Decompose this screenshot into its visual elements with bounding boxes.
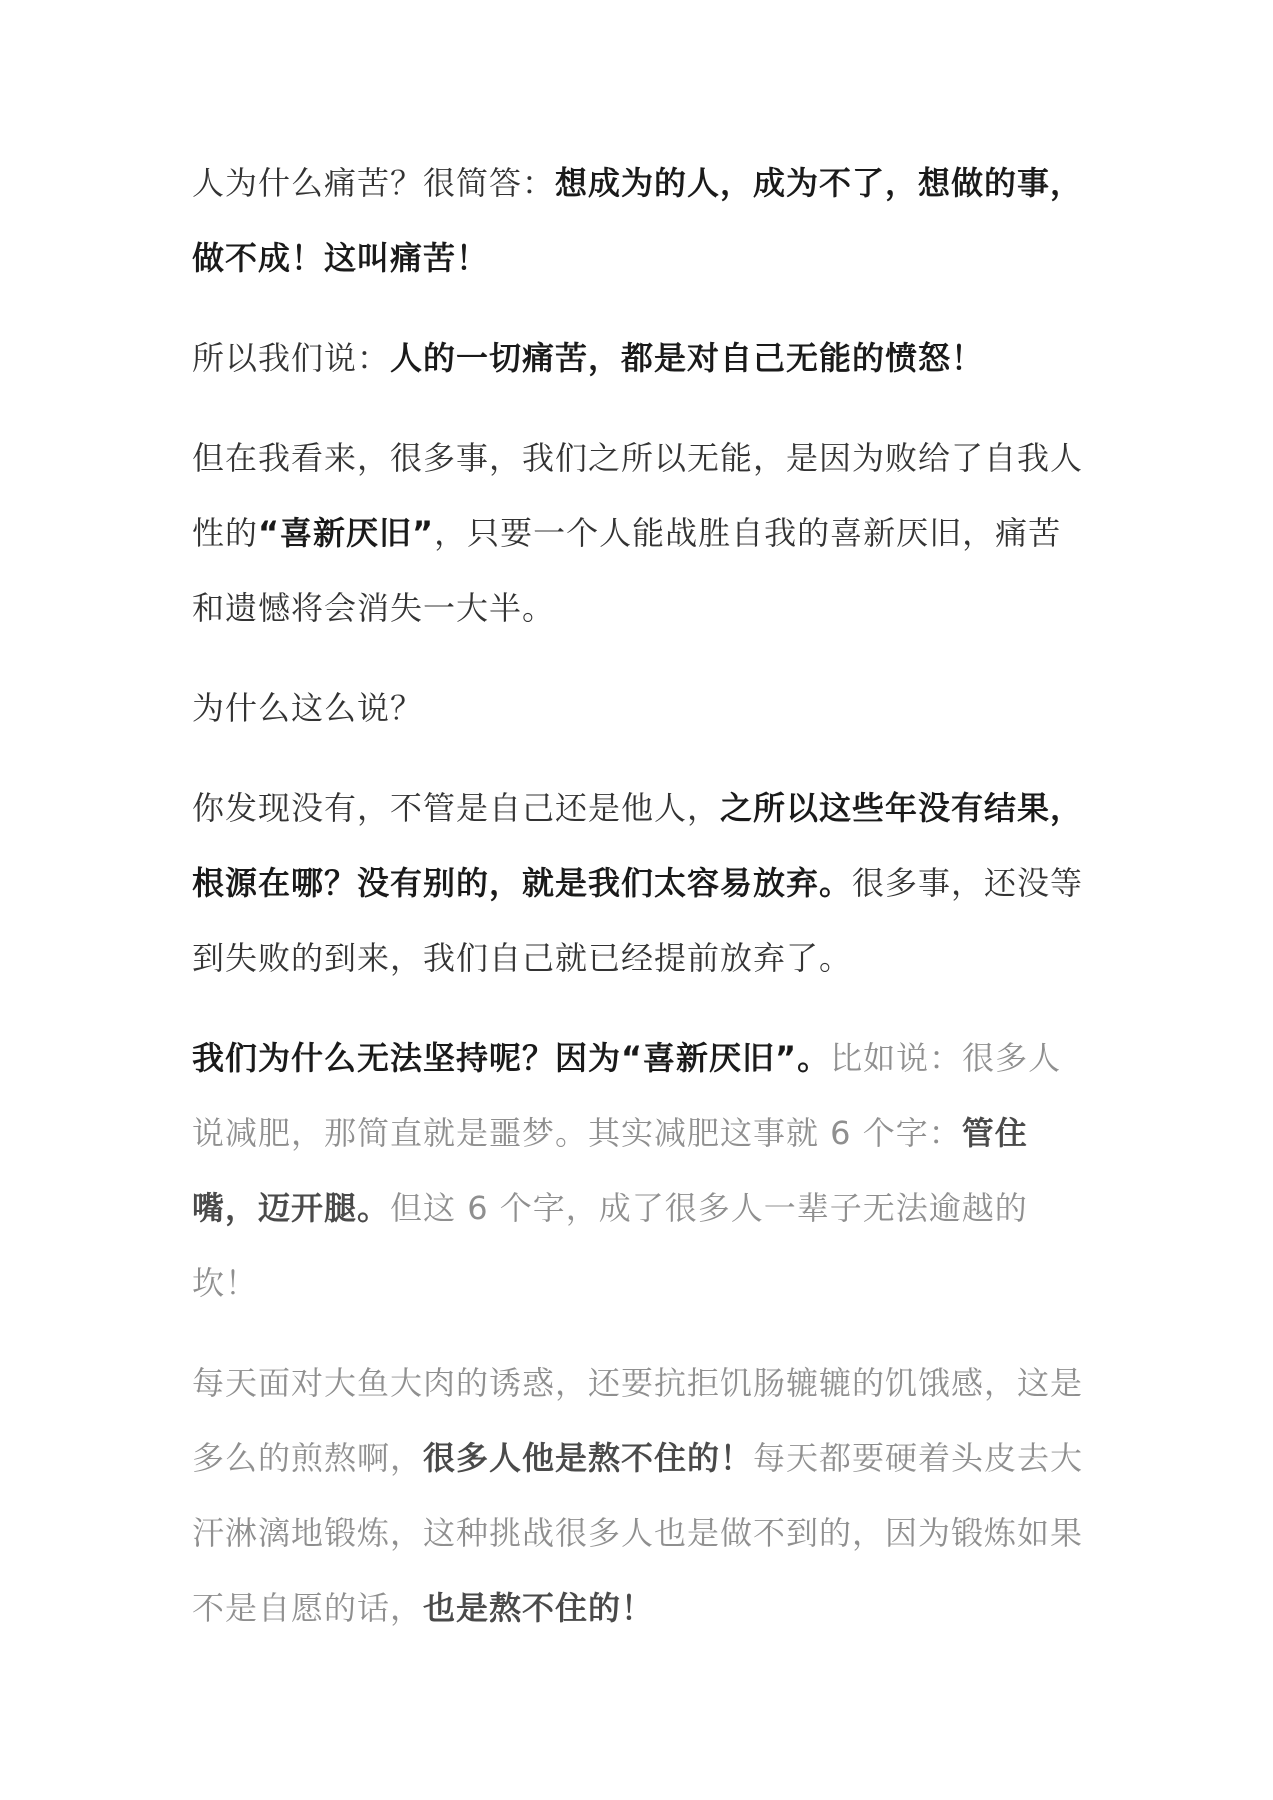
- bold-text-segment: 之所以这些年没有结果，根源在哪？没有别的，就是我们太容易放弃。: [192, 789, 1084, 902]
- light-text-segment: 比如说：很多人说减肥，那简直就是噩梦。其实减肥这事就 6 个字：: [192, 1039, 1062, 1152]
- bold-text-segment: 想成为的人，成为不了，想做的事，做不成！这叫痛苦！: [192, 164, 1084, 277]
- text-segment: 每天都要硬着头皮去大汗淋漓地锻炼，这种挑战很多人也是做不到的，因为锻炼如果不是自愿的话，: [192, 1439, 1084, 1627]
- text-segment: 很多事，还没等到失败的到来，我们自己就已经提前放弃了。: [192, 864, 1084, 977]
- bold-text-segment: 很多人他是熬不住的！: [423, 1439, 754, 1477]
- light-text-segment: 但这 6 个字，成了很多人一辈子无法逾越的坎！: [192, 1189, 1028, 1302]
- bold-text-segment: 人的一切痛苦，都是对自己无能的愤怒！: [390, 339, 985, 377]
- paragraph-6: [192, 1021, 1084, 1321]
- paragraph-7: [192, 1346, 1084, 1646]
- text-segment: 但在我看来，很多事，我们之所以无能，是因为败给了自我人性的: [192, 439, 1084, 552]
- text-segment: 人为什么痛苦？很简答：: [192, 164, 556, 202]
- paragraph-5: [192, 771, 1084, 996]
- paragraph-1: [192, 146, 1084, 296]
- paragraph-4: [192, 671, 1084, 746]
- text-segment: 你发现没有，不管是自己还是他人，: [192, 789, 721, 827]
- text-segment: 所以我们说：: [192, 339, 391, 377]
- paragraph-3: [192, 421, 1084, 646]
- text-segment: 每天面对大鱼大肉的诱惑，还要抗拒饥肠辘辘的饥饿感，这是多么的煎熬啊，: [192, 1364, 1084, 1477]
- bold-text-segment: 也是熬不住的！: [423, 1589, 655, 1627]
- text-segment: 为什么这么说？: [192, 689, 424, 727]
- paragraph-2: [192, 321, 1084, 396]
- text-segment: ，只要一个人能战胜自我的喜新厌旧，痛苦和遗憾将会消失一大半。: [192, 514, 1062, 627]
- bold-text-segment: 我们为什么无法坚持呢？因为“喜新厌旧”。: [192, 1039, 831, 1077]
- bold-text-segment: 管住嘴，迈开腿。: [192, 1114, 1028, 1227]
- article-body: [192, 146, 1084, 1671]
- bold-text-segment: “喜新厌旧”: [258, 514, 435, 552]
